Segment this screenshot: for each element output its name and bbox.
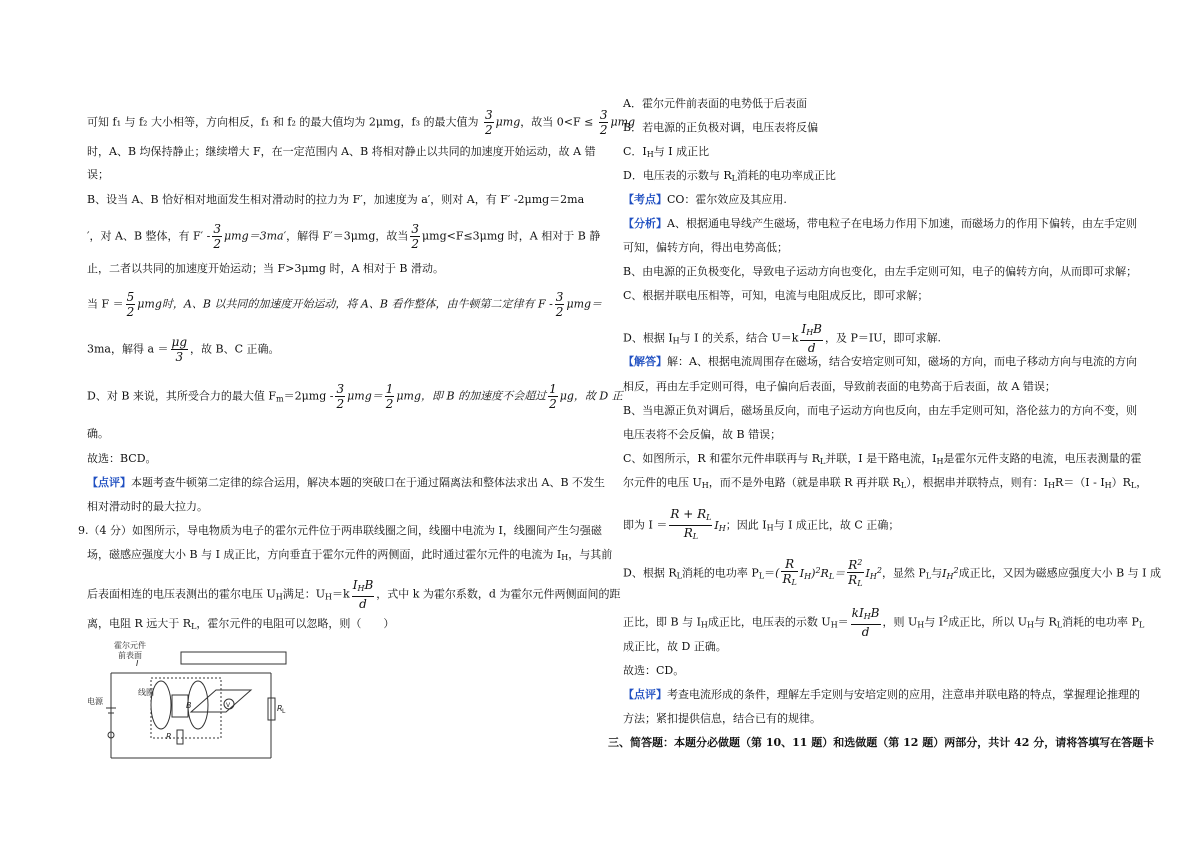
kaodian: 【考点】CO：霍尔效应及其应用.	[623, 193, 787, 206]
comment: 【点评】考查电流形成的条件，理解左手定则与安培定则的应用，注意串并联电路的特点，掌握理论推理的	[623, 688, 1140, 701]
top-wire	[181, 652, 286, 664]
fraction: $\frac{3}{2}$	[485, 108, 493, 137]
text-line: B、当电源正负对调后，磁场虽反向，而电子运动方向也反向，由左手定则可知，洛伦兹力的方向不变，则	[623, 404, 1138, 417]
text-line: 故选：BCD。	[87, 452, 157, 465]
analysis: 【分析】A、根据通电导线产生磁场，带电粒子在电场力作用下加速，而磁场力的作用下偏转，由左手定则	[623, 217, 1137, 230]
text-line: 正比，即 B 与 $I_H$成正比，电压表的示数 $U_H=$ $\frac{kI_HB}{d}$ ，则 $U_H$与 $I^2$成正比，所以 $U_H$与 $R_L$消耗的电功率 $P_L$	[623, 606, 1145, 639]
text-line: 相反，再由左手定则可得，电子偏向后表面，导致前表面的电势高于后表面，故 A 错误；	[623, 380, 1056, 393]
text-line: D、根据 $I_H$与 I 的关系，结合 U＝k $\frac{I_HB}{d}$ ，及 P＝IU，即可求解.	[623, 322, 942, 355]
text-line: 误；	[87, 168, 109, 181]
fraction: $\frac{R^2}{R_L}$	[847, 556, 863, 591]
text-line: ′，对 A、B 整体，有 F′ - $\frac{3}{2}$ μmg＝3ma′，解得 F′＝3μmg，故当 $\frac{3}{2}$ μmg<F≤3μmg 时，A 相对于 B 静	[87, 222, 601, 251]
fraction: $\frac{R}{R_L}$	[781, 557, 797, 590]
question-9: 9.（4 分）如图所示，导电物质为电子的霍尔元件位于两串联线圈之间，线圈中电流为 I，线圈间产生匀强磁	[78, 524, 602, 537]
resistor-r	[177, 730, 183, 744]
text-line: 电压表将不会反偏，故 B 错误；	[623, 428, 782, 441]
text-line: C、如图所示，R 和霍尔元件串联再与 $R_L$并联，I 是干路电流，$I_H$是霍尔元件支路的电流，电压表测量的霍	[623, 452, 1142, 466]
label-r: R	[166, 732, 172, 741]
text-line: 后表面相连的电压表测出的霍尔电压 $U_H$满足：$U_H=k$ $\frac{I_HB}{d}$ ，式中 k 为霍尔系数，d 为霍尔元件两侧面间的距	[87, 578, 621, 611]
fraction: $\frac{\mu g}{3}$	[171, 335, 188, 364]
fraction: $\frac{3}{2}$	[336, 382, 345, 411]
hall-circuit-diagram	[86, 640, 296, 780]
fraction: $\frac{I_HB}{d}$	[801, 322, 822, 355]
label-source: 电源	[87, 697, 103, 706]
fraction: $\frac{5}{2}$	[126, 290, 135, 319]
label-hall: 霍尔元件	[114, 641, 146, 650]
label-front: 前表面	[118, 651, 142, 660]
fraction: $\frac{1}{2}$	[549, 382, 557, 411]
text-line: 时，A、B 均保持静止；继续增大 F，在一定范围内 A、B 将相对静止以共同的加速度开始运动，故 A 错	[87, 145, 596, 158]
text-line: 确。	[87, 427, 109, 440]
text-line: 场，磁感应强度大小 B 与 I 成正比，方向垂直于霍尔元件的两侧面，此时通过霍尔元件的电流为 $I_H$，与其前	[87, 548, 613, 562]
option-c: C．$I_H$与 I 成正比	[623, 145, 710, 159]
label-v: V	[226, 702, 231, 709]
fraction: $\frac{3}{2}$	[599, 108, 608, 137]
text-line: 可知，偏转方向，得出电势高低；	[623, 241, 788, 254]
fraction: $\frac{3}{2}$	[213, 222, 221, 251]
text-line: D、根据 $R_L$消耗的电功率 $P_L=$( $\frac{R}{R_L}$ $I_H)^2R_L=$ $\frac{R^2}{R_L}$ $I_H^2$，显然 $P_L$与$I_H^2$成正比，又因为磁感应强度大小 B 与 I 成	[623, 556, 1161, 591]
text-line: 故选：CD。	[623, 664, 685, 677]
option-d: D．电压表的示数与 $R_L$消耗的电功率成正比	[623, 169, 836, 183]
fraction: $\frac{3}{2}$	[555, 290, 564, 319]
text-line: 可知 f₁ 与 f₂ 大小相等，方向相反，f₁ 和 f₂ 的最大值均为 2μmg，f₃ 的最大值为 $\frac{3}{2}$ μmg，故当 0<F ≤ $\frac{3}{2}$ μmg	[87, 108, 636, 137]
text-line: B、设当 A、B 恰好相对地面发生相对滑动时的拉力为 F′，加速度为 a′，则对 A，有 F′ -2μmg＝2ma	[87, 193, 585, 206]
fraction: $\frac{1}{2}$	[385, 382, 394, 411]
text-line: 离，电阻 R 远大于 $R_L$，霍尔元件的电阻可以忽略，则（ ）	[87, 617, 395, 631]
coil-left	[151, 681, 171, 729]
label-coil: 线圈	[138, 688, 154, 697]
text-line: C、根据并联电压相等，可知，电流与电阻成反比，即可求解；	[623, 289, 929, 302]
svg-text:L: L	[282, 708, 286, 715]
solution: 【解答】解：A、根据电流周围存在磁场，结合安培定则可知，磁场的方向，而电子移动方向与电流的方向	[623, 355, 1137, 368]
text-line: 3ma，解得 a ＝ $\frac{\mu g}{3}$ ，故 B、C 正确。	[87, 335, 280, 364]
text-line: 当 F ＝ $\frac{5}{2}$ μmg时，A、B 以共同的加速度开始运动，将 A、B 看作整体，由牛顿第二定律有 F - $\frac{3}{2}$ μmg＝	[87, 290, 603, 319]
option-b: B．若电源的正负极对调，电压表将反偏	[623, 121, 819, 134]
option-a: A．霍尔元件前表面的电势低于后表面	[623, 97, 807, 110]
text-line: 止，二者以共同的加速度开始运动；当 F>3μmg 时，A 相对于 B 滑动。	[87, 262, 444, 275]
text-line: 【点评】本题考查牛顿第二定律的综合运用，解决本题的突破口在于通过隔离法和整体法求出 A、B 不发生	[87, 476, 606, 489]
text-line: D、对 B 来说，其所受合力的最大值 $F_m=2\mu mg$ - $\frac{3}{2}$ μmg＝ $\frac{1}{2}$ μmg，即 B 的加速度不会超过 $\frac{1}{2}$ μg，故 D 正	[87, 382, 623, 411]
label-rl: R	[277, 704, 283, 713]
text-line: 方法；紧扣提供信息，结合已有的规律。	[623, 712, 821, 725]
fraction: $\frac{kI_HB}{d}$	[851, 606, 880, 639]
fraction: $\frac{3}{2}$	[411, 222, 419, 251]
text-line: B、由电源的正负极变化，导致电子运动方向也变化，由左手定则可知，电子的偏转方向，从而即可求解；	[623, 265, 1138, 278]
fraction: $\frac{R + R_L}{R_L}$	[669, 507, 712, 544]
fraction: $\frac{I_HB}{d}$	[352, 578, 374, 611]
text-line: 即为 I ＝ $\frac{R + R_L}{R_L}$ $I_H$；因此 $I_H$与 I 成正比，故 C 正确；	[623, 507, 899, 544]
label-b: B	[186, 701, 192, 710]
text-line: 相对滑动时的最大拉力。	[87, 500, 208, 513]
text-line: 尔元件的电压 $U_H$，而不是外电路（就是串联 R 再并联 $R_L$），根据串并联特点，则有：$I_HR=(I - I_H)R_L$，	[623, 476, 1148, 490]
section-heading: 三、简答题：本题分必做题（第 10、11 题）和选做题（第 12 题）两部分，共计 42 分，请将答填写在答题卡	[608, 736, 1155, 749]
label-i: I	[136, 659, 139, 668]
text-line: 成正比，故 D 正确。	[623, 640, 727, 653]
comment-tag: 【点评】	[87, 476, 131, 489]
